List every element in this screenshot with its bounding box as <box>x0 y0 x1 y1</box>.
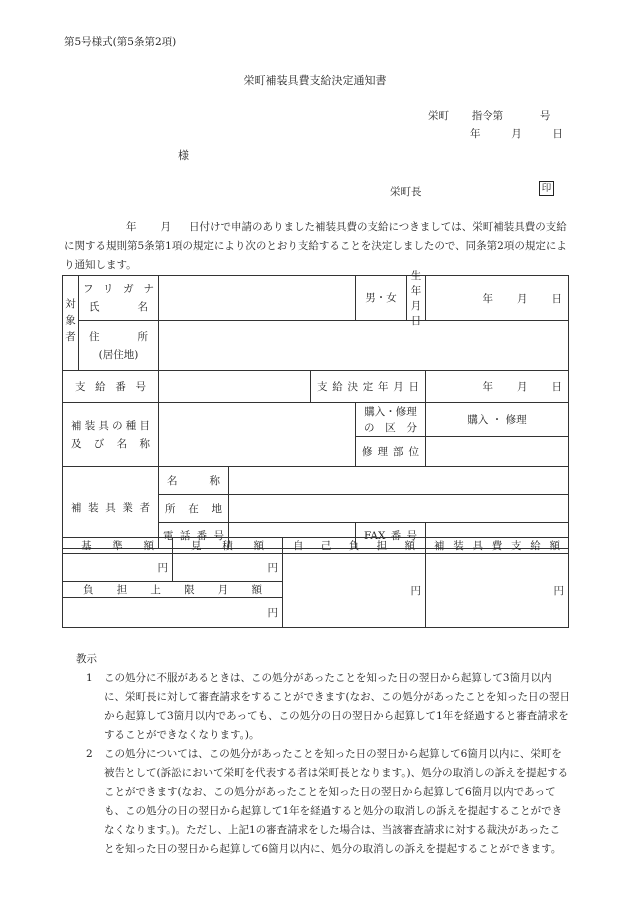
date-year: 年 <box>470 128 481 140</box>
payment-amount-field[interactable]: 円 <box>426 554 569 628</box>
payment-number-label: 支給番号 <box>63 371 159 403</box>
body-text: 日付けで申請のありました補装具費の支給につきましては、栄町補装具費の支給に関する規則第5条第1項の規定により次のとおり支給することを決定しましたので、同条第2項の規定により通知します。 <box>64 221 567 271</box>
purchase-repair-options[interactable]: 購入 ・ 修理 <box>426 403 569 437</box>
number-suffix: 号 <box>539 110 551 122</box>
issuer-name: 栄町長 <box>390 186 422 198</box>
subject-label: 対象者 <box>63 276 79 371</box>
estimate-amount-label: 見積額 <box>173 538 283 554</box>
vendor-name-field[interactable] <box>229 467 569 495</box>
vendor-location-label: 所在地 <box>159 495 229 523</box>
note-number: 2 <box>86 748 93 760</box>
date-day: 日 <box>552 128 563 140</box>
number-prefix: 栄町 <box>428 110 449 122</box>
name-label: 氏名 <box>89 301 148 313</box>
amount-table <box>62 537 569 628</box>
name-field[interactable] <box>159 276 356 321</box>
date-month: 月 <box>511 128 522 140</box>
notes-heading: 教示 <box>76 653 97 665</box>
document-date-line <box>470 126 563 141</box>
birthdate-field[interactable]: 年 月 日 <box>426 276 569 321</box>
document-title: 栄町補装具費支給決定通知書 <box>243 74 387 87</box>
decision-date-field[interactable]: 年 月 日 <box>426 371 569 403</box>
device-type-label: 補装具の種目 及び名称 <box>63 403 159 467</box>
note-text: この処分については、この処分があったことを知った日の翌日から起算して6箇月以内に、栄町を被告として(訴訟において栄町を代表する者は栄町長となります。)、処分の取消しの訴えを提起することができます(なお、この処分があったことを知った日の翌日から起算して6箇月以内であっても、この処分の日の翌日から起算して1年を経過すると処分の取消しの訴えを提起することができなくなります。)。ただし、上記1の審査請求をした場合は、当該審査請求に対する裁決があったことを知った日の翌日から起算して6箇月以内に、処分の取消しの訴えを提起することができます。 <box>104 748 569 855</box>
gender-options[interactable]: 男・女 <box>356 276 407 320</box>
note-number: 1 <box>86 672 93 684</box>
repair-part-label: 修理部位 <box>356 437 426 467</box>
birthdate-caption: 生年月日 <box>410 270 422 327</box>
notes-list <box>86 669 570 859</box>
form-number: 第5号様式(第5条第2項) <box>64 36 177 48</box>
address-field[interactable] <box>159 321 569 371</box>
address-label: 住所 (居住地) <box>79 321 159 371</box>
vendor-name-label: 名称 <box>159 467 229 495</box>
monthly-cap-label: 負担上限月額 <box>63 582 283 598</box>
note-item <box>86 745 570 859</box>
vendor-fax-label: FAX番号 <box>356 523 426 549</box>
standard-amount-label: 基準額 <box>63 538 173 554</box>
self-pay-field[interactable]: 円 <box>283 554 426 628</box>
document-number-line <box>428 108 550 123</box>
number-label: 指令第 <box>471 110 504 122</box>
furigana-label: フリガナ <box>83 283 154 295</box>
birthdate-label <box>356 270 426 327</box>
furigana-name-label <box>79 276 159 321</box>
payment-amount-label: 補装具費支給額 <box>426 538 569 554</box>
decision-date-label: 支給決定年月日 <box>311 371 426 403</box>
purchase-repair-label: 購入・修理 の区分 <box>356 403 426 437</box>
vendor-label: 補装具業者 <box>63 467 159 549</box>
standard-amount-field[interactable]: 円 <box>63 554 173 582</box>
self-pay-label: 自己負担額 <box>283 538 426 554</box>
vendor-location-field[interactable] <box>229 495 569 523</box>
addressee-suffix: 様 <box>178 149 189 162</box>
note-item <box>86 669 570 745</box>
body-month: 月 <box>160 221 171 233</box>
note-text: この処分に不服があるときは、この処分があったことを知った日の翌日から起算して3箇月以内に、栄町長に対して審査請求をすることができます(なお、この処分があったことを知った日の翌日から起算して3箇月以内であっても、この処分の日の翌日から起算して1年を経過すると審査請求をすることができなくなります。)。 <box>104 672 570 741</box>
monthly-cap-field[interactable]: 円 <box>63 598 283 628</box>
estimate-amount-field[interactable]: 円 <box>173 554 283 582</box>
body-year: 年 <box>126 221 137 233</box>
payment-number-field[interactable] <box>159 371 311 403</box>
vendor-phone-label: 電話番号 <box>159 523 229 549</box>
repair-part-field[interactable] <box>426 437 569 467</box>
decision-table <box>62 270 569 549</box>
seal-mark: 印 <box>539 181 554 196</box>
body-paragraph <box>64 218 569 275</box>
device-type-field[interactable] <box>159 403 356 467</box>
